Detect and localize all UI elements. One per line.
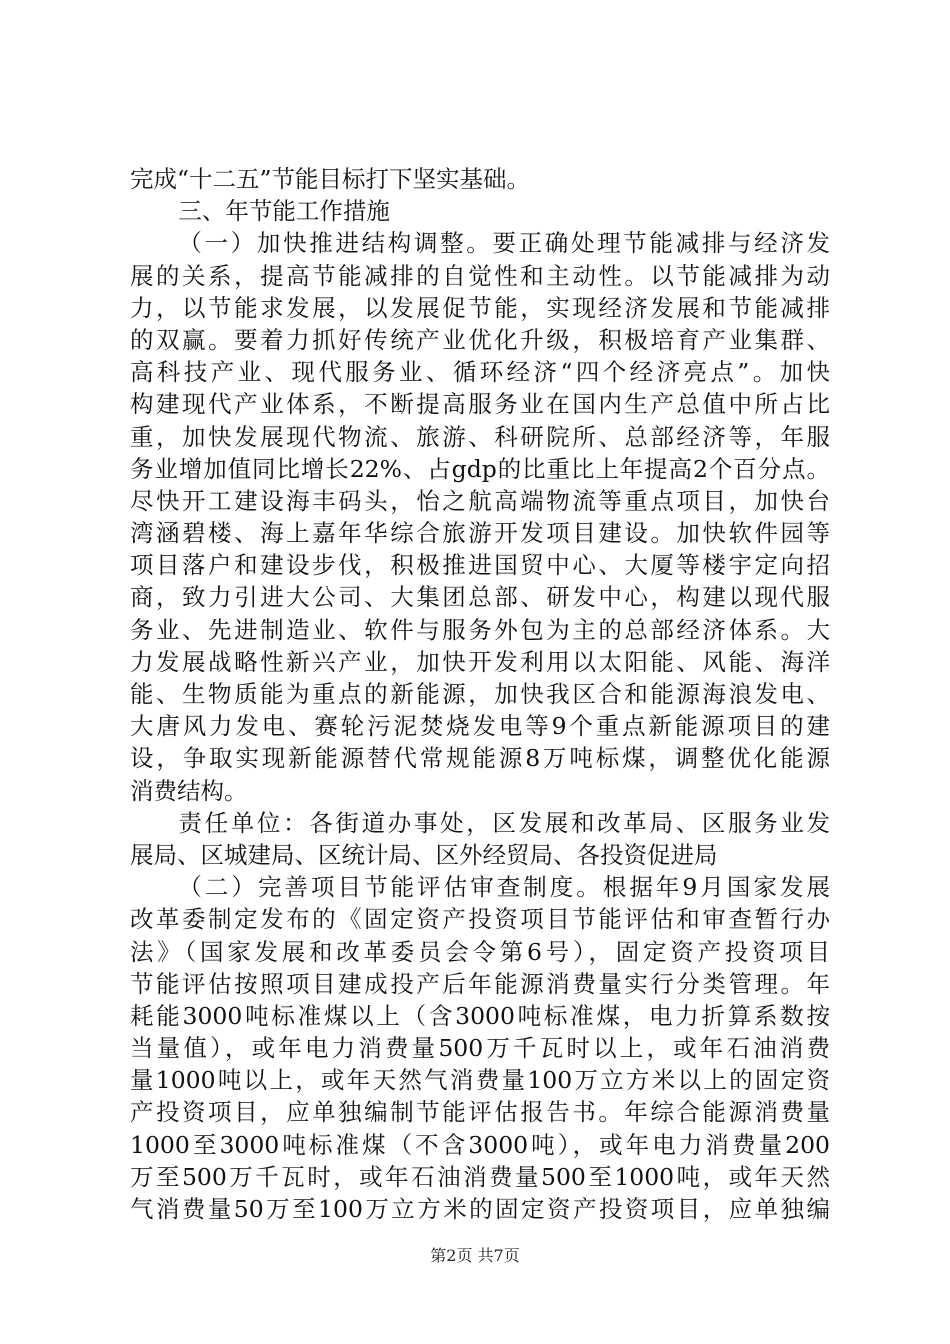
text-line: 产投资项目，应单独编制节能评估报告书。年综合能源消费量 [130,1098,830,1127]
text-line: 尽快开工建设海丰码头，怡之航高端物流等重点项目，加快台 [130,486,830,515]
text-line: 务业增加值同比增长22%、占gdp的比重比上年提高2个百分点。 [130,454,830,483]
text-line: 能、生物质能为重点的新能源，加快我区合和能源海浪发电、 [130,680,830,708]
text-line: 消费结构。 [130,776,248,805]
text-line: 重，加快发展现代物流、旅游、科研院所、总部经济等，年服 [130,422,830,451]
page-footer: 第2页 共7页 [430,1246,520,1265]
text-line: 高科技产业、现代服务业、循环经济“四个经济亮点”。加快 [130,358,830,387]
text-line: 大唐风力发电、赛轮污泥焚烧发电等9个重点新能源项目的建 [130,712,830,741]
text-line: 完成“十二五”节能目标打下坚实基础。 [130,165,531,193]
text-line: 力发展战略性新兴产业，加快开发利用以太阳能、风能、海洋 [130,647,830,676]
text-line: 法》（国家发展和改革委员会令第6号），固定资产投资项目 [130,937,830,966]
text-line: 三、年节能工作措施 [178,197,390,226]
text-line: 的双赢。要着力抓好传统产业优化升级，积极培育产业集群、 [130,325,830,354]
text-line: 展局、区城建局、区统计局、区外经贸局、各投资促进局 [130,840,718,869]
text-line: 展的关系，提高节能减排的自觉性和主动性。以节能减排为动 [130,261,830,290]
text-line: 构建现代产业体系，不断提高服务业在国内生产总值中所占比 [130,390,830,419]
text-line: （二）完善项目节能评估审查制度。根据年9月国家发展 [178,873,830,902]
text-line: 改革委制定发布的《固定资产投资项目节能评估和审查暂行办 [130,905,830,934]
text-line: 1000至3000吨标准煤（不含3000吨），或年电力消费量200 [130,1130,830,1159]
text-line: 量1000吨以上，或年天然气消费量100万立方米以上的固定资 [130,1066,830,1095]
text-line: 万至500万千瓦时，或年石油消费量500至1000吨，或年天然 [130,1162,830,1191]
text-line: （一）加快推进结构调整。要正确处理节能减排与经济发 [178,229,830,258]
text-line: 耗能3000吨标准煤以上（含3000吨标准煤，电力折算系数按 [130,1001,830,1030]
text-line: 湾涵碧楼、海上嘉年华综合旅游开发项目建设。加快软件园等 [130,519,830,548]
text-line: 气消费量50万至100万立方米的固定资产投资项目，应单独编 [130,1195,830,1223]
document-body [130,163,830,1225]
text-line: 当量值），或年电力消费量500万千瓦时以上，或年石油消费 [130,1034,830,1063]
text-line: 设，争取实现新能源替代常规能源8万吨标煤，调整优化能源 [130,744,830,773]
text-line: 责任单位：各街道办事处，区发展和改革局、区服务业发 [178,808,830,837]
text-line: 商，致力引进大公司、大集团总部、研发中心，构建以现代服 [130,583,830,612]
text-line: 节能评估按照项目建成投产后年能源消费量实行分类管理。年 [130,969,830,998]
text-line: 项目落户和建设步伐，积极推进国贸中心、大厦等楼宇定向招 [130,551,830,580]
text-line: 务业、先进制造业、软件与服务外包为主的总部经济体系。大 [130,615,830,644]
text-line: 力，以节能求发展，以发展促节能，实现经济发展和节能减排 [130,293,830,322]
